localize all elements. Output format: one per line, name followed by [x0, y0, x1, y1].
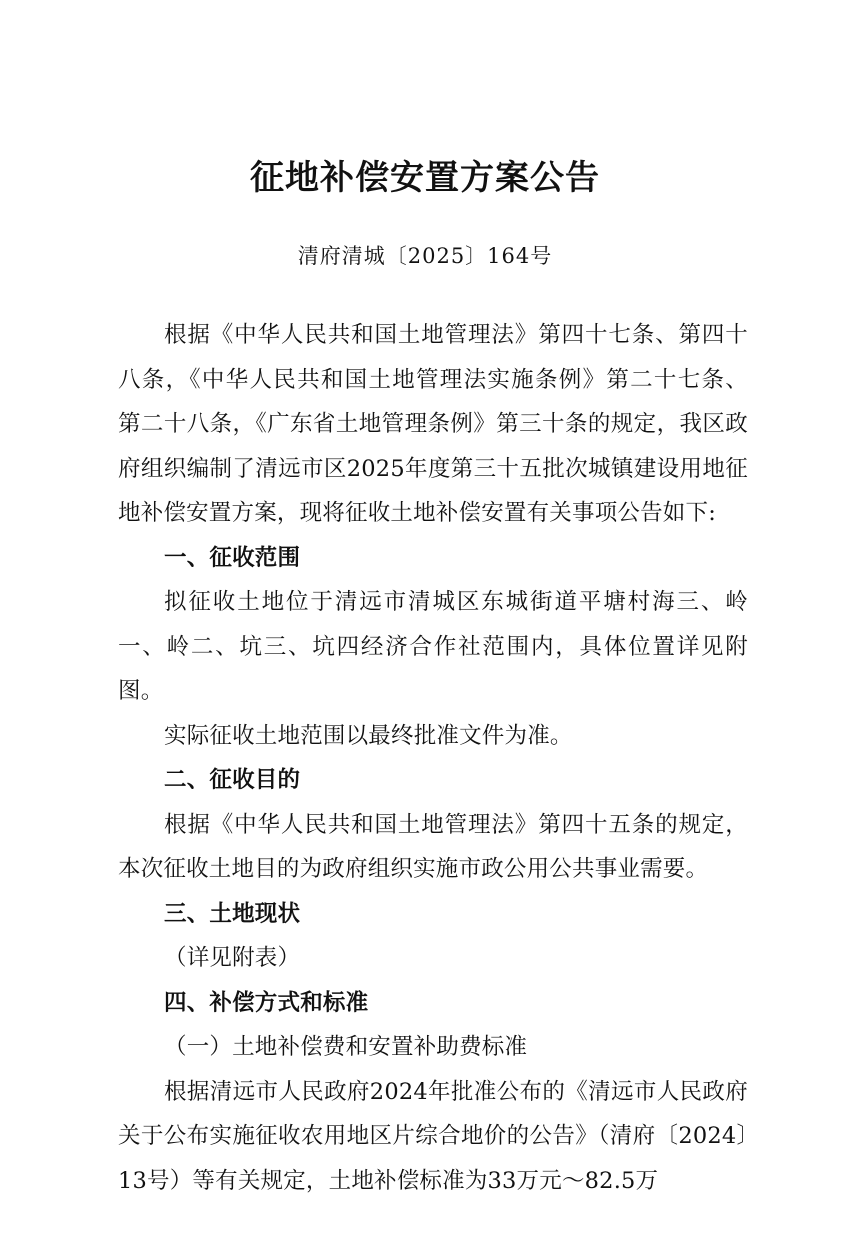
scope-note-paragraph: 实际征收土地范围以最终批准文件为准。 [164, 722, 573, 749]
purpose-paragraph: 根据《中华人民共和国土地管理法》第四十五条的规定，本次征收土地目的为政府组织实施市政公用公共事业需要。 [118, 811, 748, 882]
compensation-subheading: （一）土地补偿费和安置补助费标准 [164, 1034, 528, 1060]
document-number: 清府清城〔2025〕164号 [297, 244, 553, 268]
section-heading-purpose: 二、征收目的 [164, 767, 301, 793]
section-heading-land-status: 三、土地现状 [164, 900, 301, 927]
land-status-paragraph: （详见附表） [164, 945, 301, 971]
section-heading-scope: 一、征收范围 [164, 544, 301, 571]
document-body [118, 313, 748, 1203]
intro-paragraph: 根据《中华人民共和国土地管理法》第四十七条、第四十八条，《中华人民共和国土地管理法实施条例》第二十七条、 第二十八条，《广东省土地管理条例》第三十条的规定，我区政府组织编制了清远市区2025年度第三十五批次城镇建设用地征地补偿安置方案，现将征收土地补偿安置有关事项公告如下: [118, 322, 748, 526]
section-heading-compensation: 四、补偿方式和标准 [164, 989, 369, 1016]
document-title: 征地补偿安置方案公告 [250, 158, 600, 198]
scope-paragraph: 拟征收土地位于清远市清城区东城街道平塘村海三、岭一、岭二、坑三、坑四经济合作社范围内，具体位置详见附图。 [118, 589, 748, 704]
compensation-paragraph: 根据清远市人民政府2024年批准公布的《清远市人民政府关于公布实施征收农用地区片综合地价的公告》（清府〔2024〕13号）等有关规定，土地补偿标准为33万元～82.5万 [118, 1078, 748, 1194]
